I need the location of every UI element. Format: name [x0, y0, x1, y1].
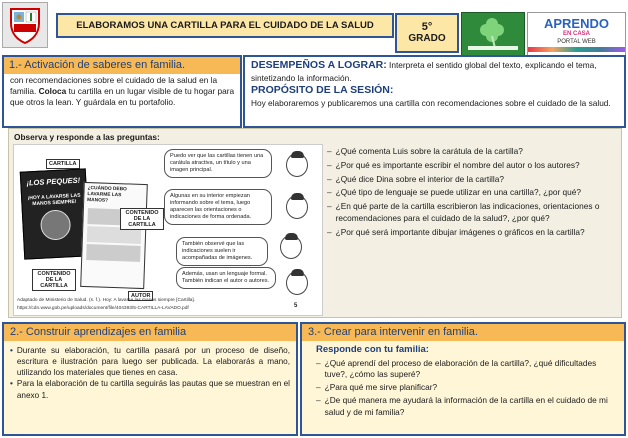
page-number: 5: [294, 303, 298, 309]
build-item-1: • Durante su elaboración, tu cartilla pasará por un proceso de diseño, escritura e ilustración para luego ser publicada. La elaborarás a mano, utilizando los materiales que tienes en casa.: [10, 345, 290, 378]
create-subheading: Responde con tu familia:: [316, 344, 429, 355]
clover-logo: [461, 12, 525, 56]
question-3: – ¿Qué dice Dina sobre el interior de la cartilla?: [327, 174, 619, 186]
cartilla-cover: [20, 168, 91, 259]
content-tag-1: CONTENIDO DE LA CARTILLA: [120, 208, 164, 230]
activation-section: [2, 55, 242, 128]
grade-number: 5°: [421, 21, 433, 33]
activation-heading: 1.- Activación de saberes en familia.: [4, 57, 240, 74]
build-item-2: • Para la elaboración de tu cartilla seguirás las pautas que se muestran en el anexo 1.: [10, 378, 290, 400]
source-credit: Adaptado de Ministerio de Salud. (s. f.). Hoy: A lavarse las manos siempre [Cartilla].: [17, 298, 196, 303]
build-heading: 2.- Construir aprendizajes en familia: [4, 324, 296, 341]
speech-bubble-1: Puedo ver que las cartillas tienen una carátula atractiva, un título y una imagen principal.: [164, 149, 272, 178]
observe-panel: [8, 128, 622, 318]
aprendo-logo-sub: EN CASA: [562, 31, 590, 37]
performance-text: Interpreta el sentido global del texto, explicando el tema, sintetizando la información.: [251, 60, 597, 83]
cartilla-inside: [80, 182, 148, 289]
build-section: [2, 322, 298, 436]
create-item-1: – ¿Qué aprendí del proceso de elaboración de la cartilla?, ¿qué dificultades tuve?, ¿cómo las superé?: [316, 358, 610, 380]
performance-label: DESEMPEÑOS A LOGRAR:: [251, 59, 387, 71]
cover-tag: CARTILLA: [46, 159, 80, 169]
grade-box: [395, 13, 459, 53]
cover-title: ¡LOS PEQUES!: [26, 175, 81, 188]
child-face-4: [286, 271, 308, 295]
aprendo-logo-portal: PORTAL WEB: [557, 39, 596, 45]
peru-shield-logo: [2, 2, 48, 48]
speech-bubble-3: También observé que las indicaciones suelen ir acompañadas de imágenes.: [176, 237, 268, 266]
purpose-text: Hoy elaboraremos y publicaremos una cartilla con recomendaciones sobre el cuidado de la salud.: [251, 98, 611, 109]
aprendo-logo: [527, 12, 626, 56]
create-section: [300, 322, 626, 436]
question-1: – ¿Qué comenta Luis sobre la carátula de la cartilla?: [327, 146, 619, 158]
author-tag: AUTOR: [128, 291, 153, 301]
question-5: – ¿En qué parte de la cartilla escribieron las indicaciones, orientaciones o recomendaciones para el cuidado de la salud?, ¿por qué?: [327, 201, 619, 225]
cover-heading: ¡HOY A LAVARSE LAS MANOS SIEMPRE!: [27, 192, 81, 208]
question-list: [327, 146, 619, 240]
speech-bubble-4: Además, usan un lenguaje formal. También indican el autor o autores.: [176, 267, 276, 289]
goals-section: [243, 55, 626, 128]
question-4: – ¿Qué tipo de lenguaje se puede utilizar en una cartilla?, ¿por qué?: [327, 187, 619, 199]
create-item-2: – ¿Para qué me sirve planificar?: [316, 382, 610, 393]
purpose-label: PROPÓSITO DE LA SESIÓN:: [251, 84, 394, 97]
figure: [13, 144, 323, 316]
child-face-2: [286, 195, 308, 219]
speech-bubble-2: Algunas en su interior empiezan informando sobre el tema, luego aparecen las orientaciones o indicaciones de forma ordenada.: [164, 189, 272, 225]
question-2: – ¿Por qué es importante escribir el nombre del autor o los autores?: [327, 160, 619, 172]
content-tag-2: CONTENIDO DE LA CARTILLA: [32, 269, 76, 291]
question-6: – ¿Por qué será importante dibujar imágenes o gráficos en la cartilla?: [327, 227, 619, 239]
aprendo-logo-title: APRENDO: [543, 16, 609, 31]
child-face-1: [286, 153, 308, 177]
source-url: https://cdn.www.gob.pe/uploads/document/file/404393/5-CARTILLA-LAVADO.pdf: [17, 306, 189, 311]
activation-text: con recomendaciones sobre el cuidado de la salud en la familia. Coloca tu cartilla en un lugar visible de tu hogar para que otros la lean. Y guárdala en tu portafolio.: [10, 75, 235, 107]
child-face-3: [280, 235, 302, 259]
cover-inner-text: ¿CUÁNDO DEBO LAVARME LAS MANOS?: [87, 186, 127, 204]
create-item-3: – ¿De qué manera me ayudará la información de la cartilla en el cuidado de mi salud y de mi familia?: [316, 395, 610, 417]
grade-label: GRADO: [408, 33, 446, 44]
observe-instruction: Observa y responde a las preguntas:: [14, 132, 160, 142]
page-title: ELABORAMOS UNA CARTILLA PARA EL CUIDADO DE LA SALUD: [56, 13, 394, 38]
create-heading: 3.- Crear para intervenir en familia.: [302, 324, 624, 341]
